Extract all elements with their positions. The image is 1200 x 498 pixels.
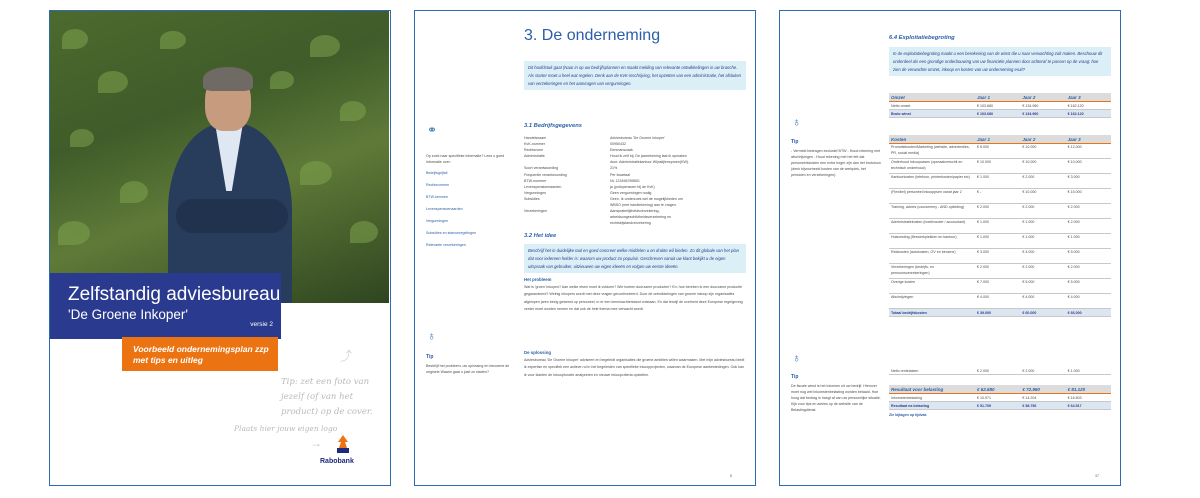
detail-key — [524, 220, 610, 226]
table-row — [889, 279, 1111, 294]
detail-key: Levenspensioenaarden — [524, 184, 562, 189]
sidebar-links — [426, 167, 516, 251]
detail-key: KvK-nummer — [524, 142, 545, 147]
table-row — [889, 394, 1111, 402]
table-row — [889, 294, 1111, 309]
table-cell: € 3.000 — [1066, 174, 1111, 189]
interest-table — [889, 367, 1111, 375]
detail-value: WBSO (met handtekening) aan te vragen. — [610, 203, 677, 208]
lightbulb-icon: ♁ — [792, 115, 801, 129]
sidebar-link[interactable]: BTW-kenmen — [426, 195, 448, 199]
section-intro: In de exploitatiebegroting maakt u een berekening van de winst die u naar verwachting zult maken. Beschouw dit onderdeel als een grondige onderbouwing van uw financiële plannen door achteraf te passen op de vraag: hoe zien de verwachte omzet, inkoop en kosten van uw onderneming eruit? — [889, 47, 1111, 76]
table-cell: € 2.000 — [975, 264, 1020, 279]
table-cell: € 103.680 — [975, 110, 1020, 118]
chapter-intro: Dit hoofdstuk gaat (Naar in op uw bedrijfsplannen en maakt melding van relevante ontwikkelingen in uw branche. Als starter moet u heel wat regelen. Denk aan de KvK-inschrijving, het opzetten van een administratie, het afsluiten van verzekeringen en het aanvragen van vergunningen. — [524, 61, 746, 90]
table-cell: € 64.517 — [1066, 402, 1111, 410]
detail-value: 00950432 — [610, 142, 626, 147]
table-cell: Netto omzet — [889, 102, 975, 110]
table-cell: € 2.000 — [1020, 204, 1065, 219]
table-cell: Jaar 1 — [975, 93, 1020, 102]
sidebar-link[interactable]: Subsidies en stamonregelingen — [426, 231, 477, 235]
table-row — [889, 234, 1111, 249]
table-cell: € 10.000 — [1066, 159, 1111, 174]
table-cell: € 1.000 — [1066, 234, 1111, 249]
sidebar-link[interactable]: Relevante verzekeringen — [426, 243, 466, 247]
table-cell: € 134.960 — [1020, 102, 1065, 110]
page-number: 8 — [730, 474, 732, 478]
table-cell: Resultaat voor belasting — [889, 385, 975, 394]
table-cell: Totaal bedrijfskosten — [889, 309, 975, 317]
lightbulb-icon: ♁ — [427, 329, 436, 343]
detail-value: Aansprakelijkheidsverzekering, — [610, 209, 660, 214]
chapter-title: 3. De onderneming — [524, 27, 661, 44]
table-row — [889, 189, 1111, 204]
table-cell: Overige kosten — [889, 279, 975, 294]
table-cell: Reiskosten (autokosten, OV en benzine) — [889, 249, 975, 264]
detail-value: Eenmanszaak — [610, 148, 633, 153]
table-cell: Jaar 1 — [975, 135, 1020, 144]
table-cell: Jaar 3 — [1066, 93, 1111, 102]
tip-text: Bestelijf het probleem, uw oplossing en benoeme de originele Waarin gaat u juist zo starten? — [426, 364, 510, 374]
costs-table — [889, 135, 1111, 317]
table-cell: € 7.000 — [975, 279, 1020, 294]
table-cell: Afschrijvingen — [889, 294, 975, 309]
table-cell: Administratiekosten (boekhouder / accountant) — [889, 219, 975, 234]
page3-content — [889, 11, 1113, 485]
table-cell: € 1.000 — [1066, 367, 1111, 375]
sidebar-link[interactable]: Vergunningen — [426, 219, 449, 223]
table-cell: € 103.680 — [975, 102, 1020, 110]
detail-key: Handelsnaam — [524, 136, 547, 140]
detail-key: Subsidies — [524, 196, 540, 201]
table-cell: Inkomstenbelasting — [889, 394, 975, 402]
table-cell: € 4.000 — [975, 294, 1020, 309]
tip-label: Tip — [791, 374, 799, 380]
cover-title-band — [50, 273, 281, 339]
section-title: 3.2 Het idee — [524, 233, 557, 239]
table-cell: € 8.000 — [975, 144, 1020, 159]
table-total-row — [889, 402, 1111, 410]
lightbulb-icon: ♁ — [792, 351, 801, 365]
table-total-row — [889, 110, 1111, 118]
budget-page — [779, 10, 1121, 486]
detail-key: Rechtsvorm — [524, 148, 544, 153]
detail-key: Administratie — [524, 154, 545, 159]
table-cell: € 2.000 — [1020, 264, 1065, 279]
table-cell: Jaar 2 — [1020, 135, 1065, 144]
cover-tagline: Voorbeeld ondernemingsplan zzp met tips en uitleg — [122, 337, 278, 371]
table-cell: € 5.000 — [1066, 279, 1111, 294]
table-cell: € 162.120 — [1066, 110, 1111, 118]
table-total-row — [889, 309, 1111, 317]
table-cell: Bruto winst — [889, 110, 975, 118]
table-cell: € 3.000 — [975, 249, 1020, 264]
sidebar-link[interactable]: Levenspensoenaarden — [426, 207, 463, 211]
table-cell: € 58.756 — [1020, 402, 1065, 410]
table-cell: Promotiekosten/Marketing (website, advertenties, PR, social media) — [889, 144, 975, 159]
company-details — [524, 135, 746, 226]
table-cell: € 2.000 — [1066, 219, 1111, 234]
detail-value: Geen vergunningen nodig — [610, 190, 652, 195]
table-cell: Jaar 2 — [1020, 93, 1065, 102]
tip-label: Tip — [426, 354, 434, 360]
table-cell: € 81.120 — [1066, 385, 1111, 394]
table-cell: € 1.000 — [975, 174, 1020, 189]
page-number: 37 — [1095, 474, 1099, 478]
table-cell: € 72.960 — [1020, 385, 1065, 394]
table-cell: € 10.000 — [1020, 159, 1065, 174]
table-cell: € 16.603 — [1066, 394, 1111, 402]
tip-text: De fiscale winst is het inkomen uit uw bedrijf. Hierover moet nog wel inkomstenbelasting worden betaald. Hoe hoog dat bedrag is hangt af van uw persoonlijke situatie. Kijk voor tips en advies op de website van de Belastingdienst. — [791, 384, 881, 412]
detail-value: ja (pollopensoen bij de KvK) — [610, 184, 655, 189]
table-note: Zie bijlagen op tijdvak — [889, 413, 927, 417]
revenue-table — [889, 93, 1111, 118]
detail-value: Adviesbureau 'De Groene Inkoper' — [610, 136, 665, 140]
table-cell: € 4.000 — [1066, 294, 1111, 309]
result-table — [889, 385, 1111, 410]
table-cell: € 2.000 — [975, 367, 1020, 375]
detail-row — [524, 220, 746, 226]
cover-subtitle: 'De Groene Inkoper' — [68, 307, 188, 322]
table-cell: € 1.000 — [1020, 234, 1065, 249]
table-cell: € 5.000 — [1020, 279, 1065, 294]
table-cell: € 1.000 — [1020, 219, 1065, 234]
table-row — [889, 249, 1111, 264]
photo-tip-note: Tip: zet een foto van jezelf (of van het product) op de cover. — [281, 377, 373, 417]
table-cell: € 2.000 — [975, 204, 1020, 219]
table-row — [889, 264, 1111, 279]
table-cell: Kosten — [889, 135, 975, 144]
detail-value: Houd ik zelf bij. De jaarrekening laat ik opmaken — [610, 154, 687, 159]
page2-content — [524, 11, 748, 485]
cover-photo — [50, 11, 389, 303]
table-cell: Verzekeringen (bedrijfs- en persoonsverzekeringen) — [889, 264, 975, 279]
table-row — [889, 219, 1111, 234]
table-cell: Omzet — [889, 93, 975, 102]
table-row — [889, 204, 1111, 219]
curved-arrow-icon: ⤴ — [340, 349, 353, 363]
table-cell: € - — [975, 189, 1020, 204]
arrow-right-icon: → — [310, 436, 322, 450]
idea-box: Beschrijf het in duidelijke taal en goed concreet welke middelen u en drukte wil bieden. Zo dit globale van het plan dat voor iedereen helder is: waarom uw product zo populair. Geschreven vanuit uw klant bekijkt u de eigen uitspraak van gebruiker, uitzieuwen uw eigen ideeën en volgen uw eerste ideeën. — [524, 244, 746, 273]
tip-text: - Vermeld bedragen exclusief BTW - Houd rekening met afschrijvingen - Houd rekening met het feit dat personeelskosten een extra hoger zijn dan het brutoloon (denk bijvoorbeeld kosten van de werkplek, het pensioen en verzekeringen). — [791, 149, 881, 177]
detail-value: door: Administratiekantoor Wijnstijlensproen(KW). — [610, 160, 690, 165]
logo-placement-note: Plaats hier jouw eigen logo — [234, 424, 338, 433]
table-cell: € 14.204 — [1020, 394, 1065, 402]
page3-sidebar — [780, 11, 884, 485]
tip-label: Tip — [791, 139, 799, 145]
table-cell: € 1.000 — [975, 234, 1020, 249]
table-cell: € 10.000 — [1020, 144, 1065, 159]
sidebar-link[interactable]: Rechtsvormen — [426, 183, 450, 187]
table-cell: Netto rentelasten — [889, 367, 975, 375]
subheading: De oplossing — [524, 350, 551, 355]
detail-key: Vergunningen — [524, 190, 547, 195]
detail-value: Per kwartaal — [610, 172, 630, 177]
table-cell: € 51.709 — [975, 402, 1020, 410]
solution-text: Adviesbureau 'De Groene Inkoper' adviseert en begeleidt organisaties die groene ambities willen waarmaken. Met mijn adviesbureau biedt ik expertise en specifiek een actieve rol in het begeleiden van specifieke inkoopprojecten, waarvan de Europese aanbestedingen. Ook kan ik voor klanten de inkoopfunctie analyseren en nieuwe inkoopcriteria opstellen. — [524, 358, 745, 377]
table-cell: € 4.000 — [1020, 249, 1065, 264]
detail-key: Verzekeringen — [524, 209, 547, 214]
table-cell: € 4.000 — [1020, 294, 1065, 309]
detail-key: Frequentie verantwoording — [524, 172, 567, 177]
brand-name: Rabobank — [320, 458, 354, 465]
table-cell: € 5.000 — [1066, 249, 1111, 264]
company-page — [414, 10, 756, 486]
detail-value: 21% — [610, 166, 618, 171]
table-cell: € 2.000 — [1066, 204, 1111, 219]
problem-text: Wat is 'groen' inkopen? Aan welke eisen moet ik voldoen? Wie boeten duurzame producten? En: hoe bereken ik een duurzame productie gegarandeerd? Weinig inkopers wordt met deze vragen geconfronteerd. Door de ontwikkelingen van groene inkoop zijn organisaties afgelopen jaren bezig geweest op personeel, in er een kennisachterstand ontstaan. En dat terwijl de overheid deze Europese regelgeving verder moet worden nemen en dat ook de hele thema mee verwacht wordt. — [524, 285, 743, 312]
table-row — [889, 367, 1111, 375]
table-cell: € 39.000 — [975, 309, 1020, 317]
table-cell: € 1.000 — [975, 219, 1020, 234]
table-cell: (Flexibel) personeel inkooppsen vanaf jaar 2 — [889, 189, 975, 204]
table-cell: € 62.680 — [975, 385, 1020, 394]
detail-value: rechtsbijstandverzekering — [610, 221, 651, 226]
section-title: 3.1 Bedrijfsgegevens — [524, 123, 582, 129]
sidebar-intro: Op zoek naar specifieke informatie? Lees u goed informatie over: — [426, 154, 505, 164]
table-row — [889, 159, 1111, 174]
section-title: 6.4 Exploitatiebegroting — [889, 35, 955, 41]
table-cell: Huisvesting (flexwerkplekken en kantoor) — [889, 234, 975, 249]
detail-value: NL 123456789B01 — [610, 178, 640, 183]
rabobank-logo-icon — [333, 433, 353, 455]
table-cell: € 12.000 — [1066, 144, 1111, 159]
table-cell: Onderhoud inkoopcasen (opmaakverschil en technisch onderhoud) — [889, 159, 975, 174]
page2-sidebar — [415, 11, 519, 485]
table-cell: € 15.000 — [1066, 189, 1111, 204]
table-cell: € 134.960 — [1020, 110, 1065, 118]
table-row — [889, 102, 1111, 110]
table-cell: Kantoorkosten (telefoon, printerkosten/papier etc) — [889, 174, 975, 189]
version-label: versie 2 — [250, 321, 273, 328]
table-cell: € 10.000 — [1020, 189, 1065, 204]
link-icon: ⚭ — [427, 123, 438, 137]
sidebar-link[interactable]: Bedrijfsgrijfall — [426, 171, 448, 175]
detail-value: Geen. Ik onderzoek wel de mogelijkheden om — [610, 196, 683, 201]
detail-key: Soort verantwoording — [524, 166, 559, 171]
table-row — [889, 174, 1111, 189]
table-cell: Jaar 3 — [1066, 135, 1111, 144]
table-cell: € 10.000 — [975, 159, 1020, 174]
table-cell: € 60.000 — [1020, 309, 1065, 317]
table-cell: Resultaat na belasting — [889, 402, 975, 410]
detail-key: BTW-nummer — [524, 178, 547, 183]
cover-page — [49, 10, 391, 486]
table-cell: € 2.000 — [1020, 367, 1065, 375]
cover-title: Zelfstandig adviesbureau — [68, 284, 281, 305]
table-cell: € 162.120 — [1066, 102, 1111, 110]
subheading: Het probleem — [524, 277, 552, 282]
table-cell: Training, advies (coursemmy - AND opleiding) — [889, 204, 975, 219]
table-cell: € 10.971 — [975, 394, 1020, 402]
detail-value: arbeidsongeschiktheidsverzekering en — [610, 215, 672, 220]
table-cell: € 66.000 — [1066, 309, 1111, 317]
table-cell: € 2.000 — [1066, 264, 1111, 279]
table-cell: € 2.000 — [1020, 174, 1065, 189]
table-row — [889, 144, 1111, 159]
